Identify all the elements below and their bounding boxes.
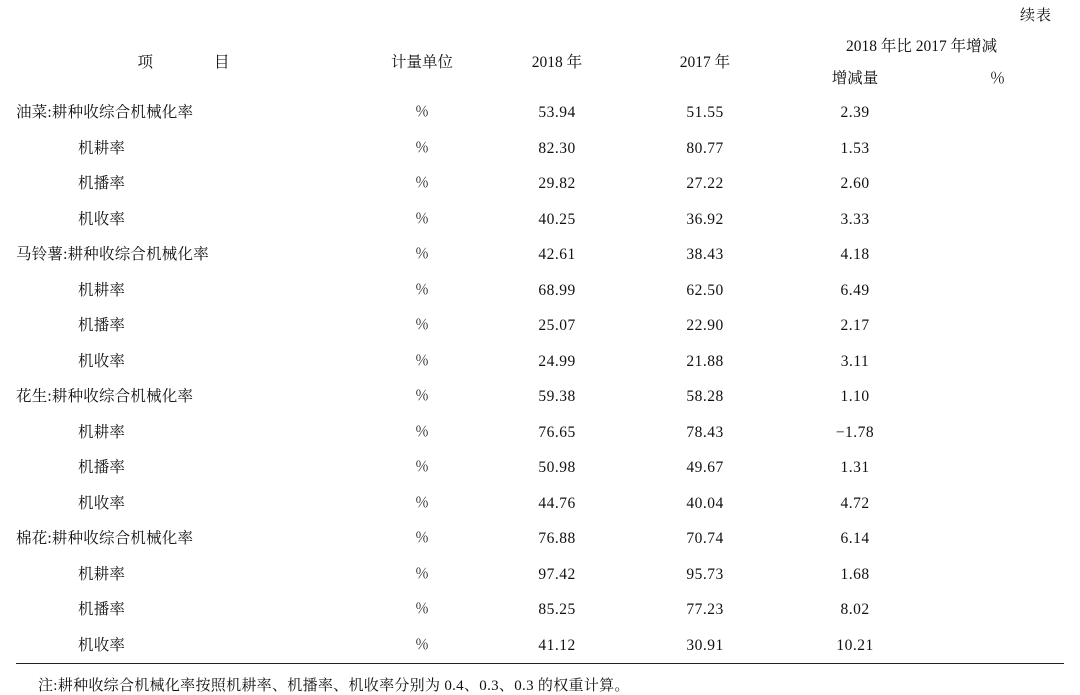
row-delta: 6.49 xyxy=(840,281,870,299)
row-value-2017: 30.91 xyxy=(631,628,779,664)
row-delta: 2.39 xyxy=(840,104,870,121)
row-item-label: 棉花:耕种收综合机械化率 xyxy=(16,530,194,547)
header-year-2017: 2017 年 xyxy=(679,54,731,71)
row-unit: ％ xyxy=(415,495,429,511)
row-item-label: 马铃薯:耕种收综合机械化率 xyxy=(16,246,209,263)
table-note: 注:耕种收综合机械化率按照机耕率、机播率、机收率分别为 0.4、0.3、0.3 的权重计算。 xyxy=(38,678,630,694)
row-unit: ％ xyxy=(415,566,429,582)
row-delta: 8.02 xyxy=(840,601,870,618)
row-delta: 10.21 xyxy=(779,628,931,664)
header-unit: 计量单位 xyxy=(390,54,453,71)
row-delta: 2.60 xyxy=(840,175,870,192)
row-unit: ％ xyxy=(415,318,429,333)
row-item-label: 机收率 xyxy=(78,210,126,228)
row-item-label: 花生:耕种收综合机械化率 xyxy=(16,388,194,405)
row-delta: 1.68 xyxy=(840,565,870,583)
row-unit: ％ xyxy=(415,602,429,617)
row-value-2017: 49.67 xyxy=(686,459,724,476)
row-unit: ％ xyxy=(415,105,429,120)
row-delta: −1.78 xyxy=(835,423,875,441)
table-row xyxy=(16,521,1064,557)
row-value-2017: 95.73 xyxy=(686,565,724,583)
row-percent xyxy=(931,237,1064,273)
row-value-2017: 77.23 xyxy=(686,601,724,618)
row-item-label: 机播率 xyxy=(78,317,126,334)
row-unit: ％ xyxy=(415,247,429,262)
row-percent xyxy=(931,202,1064,238)
row-value-2018: 76.65 xyxy=(538,423,576,441)
row-percent xyxy=(931,521,1064,557)
table-row xyxy=(16,450,1064,486)
row-unit: ％ xyxy=(415,531,429,546)
row-value-2017: 62.50 xyxy=(686,281,724,299)
header-year-2018: 2018 年 xyxy=(531,54,583,71)
row-percent xyxy=(931,415,1064,451)
continued-label: 续表 xyxy=(1019,8,1052,24)
row-value-2017: 22.90 xyxy=(686,317,724,334)
row-value-2018: 97.42 xyxy=(538,565,576,583)
row-percent xyxy=(931,486,1064,522)
row-value-2018: 85.25 xyxy=(538,601,576,618)
row-unit: ％ xyxy=(415,282,429,298)
row-delta: 3.11 xyxy=(840,352,870,370)
row-unit: ％ xyxy=(415,460,429,475)
row-value-2017: 51.55 xyxy=(686,104,724,121)
row-percent xyxy=(931,273,1064,309)
row-item-label: 机耕率 xyxy=(78,139,126,157)
row-item-label: 机播率 xyxy=(78,601,126,618)
row-value-2017: 78.43 xyxy=(686,423,724,441)
row-unit: ％ xyxy=(415,176,429,191)
row-unit: ％ xyxy=(415,424,429,440)
table-row xyxy=(16,486,1064,522)
row-delta: 1.31 xyxy=(840,459,870,476)
header-item: 项 目 xyxy=(137,54,240,71)
header-percent: ％ xyxy=(989,70,1006,87)
table-row xyxy=(16,166,1064,202)
row-item-label: 机耕率 xyxy=(78,281,126,299)
row-percent xyxy=(931,166,1064,202)
row-delta: 4.72 xyxy=(840,494,870,512)
row-percent xyxy=(931,308,1064,344)
table-row xyxy=(16,557,1064,593)
row-value-2018: 24.99 xyxy=(538,352,576,370)
row-value-2018: 44.76 xyxy=(538,494,576,512)
header-delta: 增减量 xyxy=(831,70,879,87)
row-percent xyxy=(931,450,1064,486)
row-value-2017: 36.92 xyxy=(686,210,724,228)
row-value-2018: 41.12 xyxy=(483,628,631,664)
row-unit: ％ xyxy=(415,389,429,404)
row-unit: ％ xyxy=(415,353,429,369)
row-value-2018: 53.94 xyxy=(538,104,576,121)
table-row xyxy=(16,202,1064,238)
row-value-2018: 59.38 xyxy=(538,388,576,405)
row-delta: 6.14 xyxy=(840,530,870,547)
header-compare-group: 2018 年比 2017 年增减 xyxy=(845,38,998,55)
row-value-2018: 50.98 xyxy=(538,459,576,476)
row-item-label: 机耕率 xyxy=(78,565,126,583)
row-value-2017: 70.74 xyxy=(686,530,724,547)
row-value-2018: 76.88 xyxy=(538,530,576,547)
row-item-label: 机收率 xyxy=(78,352,126,370)
row-item-label: 机耕率 xyxy=(78,423,126,441)
row-value-2018: 25.07 xyxy=(538,317,576,334)
row-unit: ％ xyxy=(415,211,429,227)
row-unit: ％ xyxy=(415,140,429,156)
table-row xyxy=(16,95,1064,131)
row-value-2017: 80.77 xyxy=(686,139,724,157)
row-value-2017: 21.88 xyxy=(686,352,724,370)
table-row xyxy=(16,379,1064,415)
row-delta: 1.53 xyxy=(840,139,870,157)
row-item-label: 机收率 xyxy=(78,494,126,512)
row-item-label: 机播率 xyxy=(78,459,126,476)
table-row xyxy=(16,237,1064,273)
table-row xyxy=(16,592,1064,628)
row-value-2018: 40.25 xyxy=(538,210,576,228)
row-delta: 3.33 xyxy=(840,210,870,228)
row-item-label: 机播率 xyxy=(78,175,126,192)
header-row-top xyxy=(16,31,1064,63)
row-value-2018: 29.82 xyxy=(538,175,576,192)
row-percent xyxy=(931,628,1064,664)
row-percent xyxy=(931,95,1064,131)
table-body xyxy=(16,95,1064,664)
row-percent xyxy=(931,379,1064,415)
row-item-label: 机收率 xyxy=(16,628,361,664)
table-row xyxy=(16,131,1064,167)
row-delta: 4.18 xyxy=(840,246,870,263)
table-row xyxy=(16,308,1064,344)
table-row xyxy=(16,273,1064,309)
row-value-2018: 42.61 xyxy=(538,246,576,263)
row-percent xyxy=(931,592,1064,628)
row-percent xyxy=(931,131,1064,167)
table-header xyxy=(16,31,1064,95)
row-unit: ％ xyxy=(361,628,483,664)
row-percent xyxy=(931,557,1064,593)
row-value-2017: 40.04 xyxy=(686,494,724,512)
row-value-2017: 58.28 xyxy=(686,388,724,405)
row-value-2018: 82.30 xyxy=(538,139,576,157)
row-delta: 2.17 xyxy=(840,317,870,334)
table-row xyxy=(16,628,1064,664)
row-value-2018: 68.99 xyxy=(538,281,576,299)
row-item-label: 油菜:耕种收综合机械化率 xyxy=(16,104,194,121)
statistics-table xyxy=(16,31,1064,664)
row-percent xyxy=(931,344,1064,380)
table-row xyxy=(16,344,1064,380)
row-delta: 1.10 xyxy=(840,388,870,405)
row-value-2017: 27.22 xyxy=(686,175,724,192)
table-row xyxy=(16,415,1064,451)
row-value-2017: 38.43 xyxy=(686,246,724,263)
